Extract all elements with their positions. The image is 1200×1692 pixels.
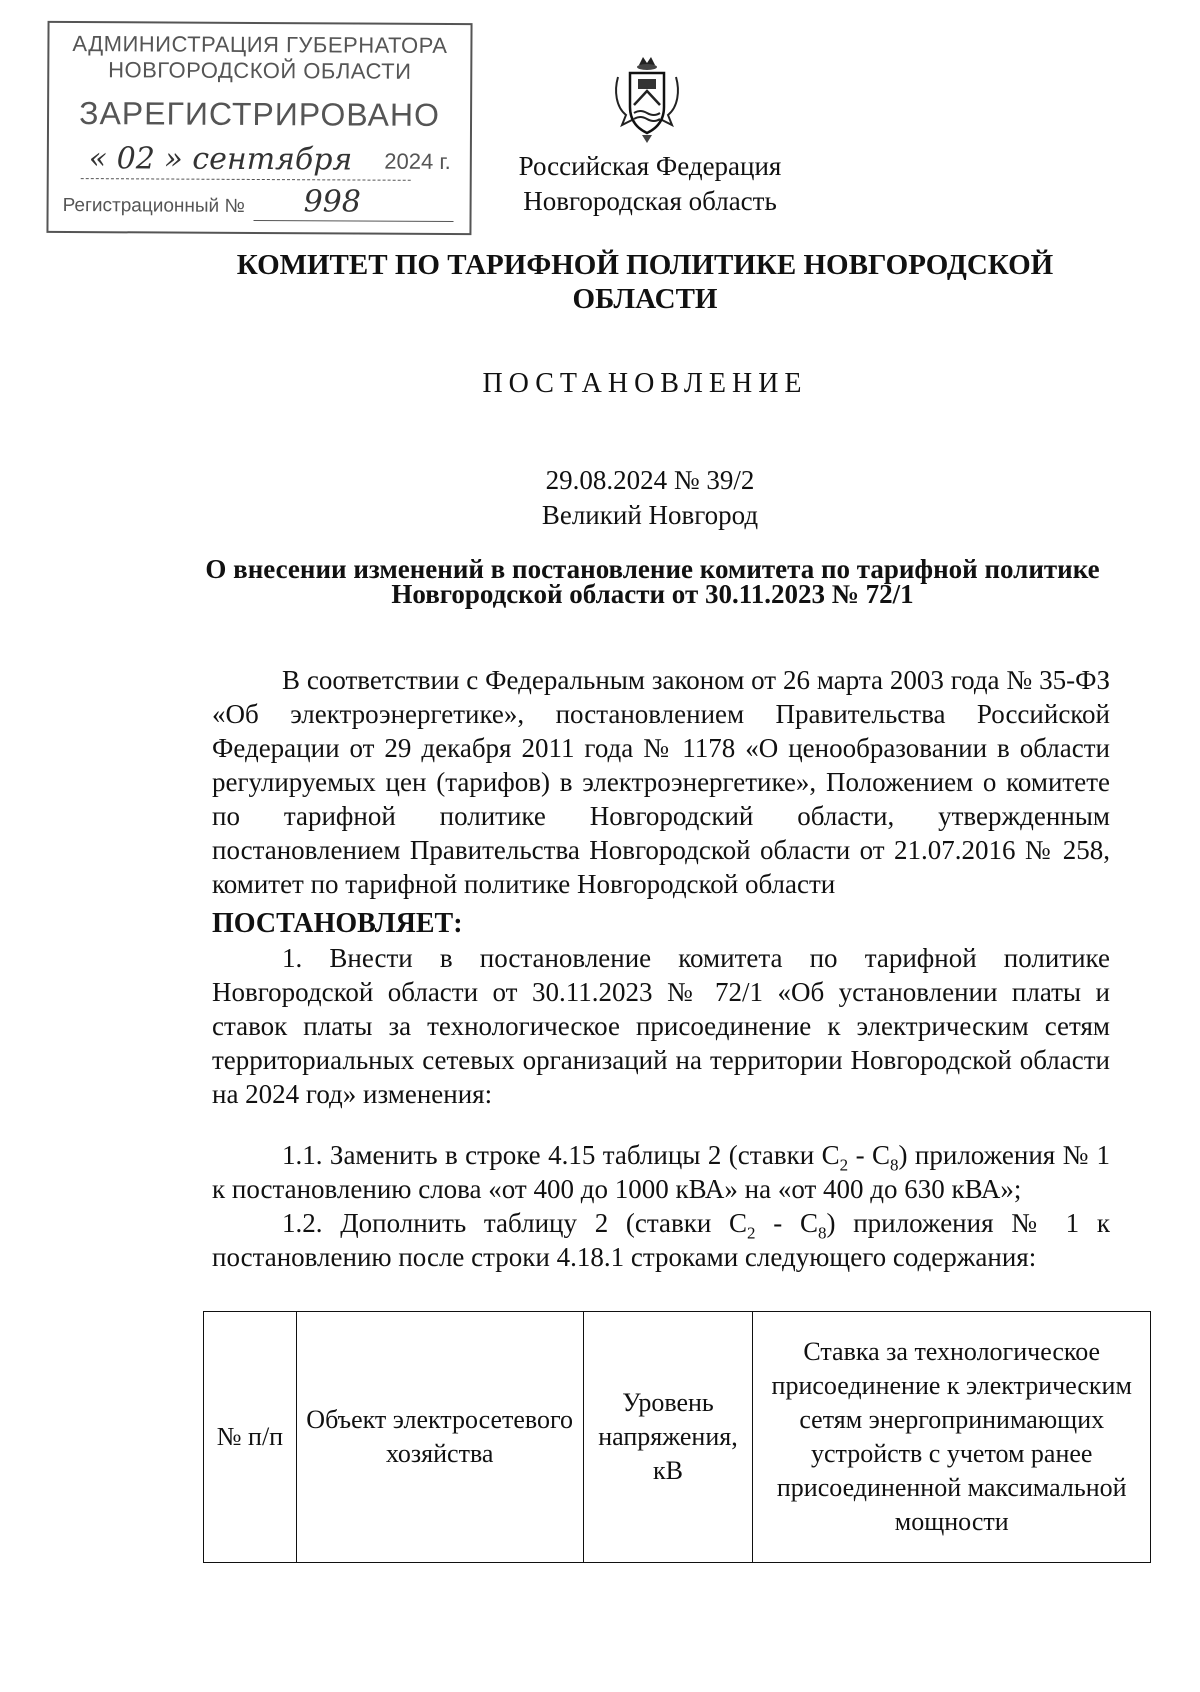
table-header-row <box>204 1312 1151 1563</box>
committee-title: КОМИТЕТ ПО ТАРИФНОЙ ПОЛИТИКЕ НОВГОРОДСКОЙ ОБЛАСТИ <box>236 249 1054 315</box>
preamble-paragraph: В соответствии с Федеральным законом от 26 марта 2003 года № 35-ФЗ «Об электроэнергетике», постановлением Правительства Российской Федерации от 29 декабря 2011 года № 1178 «О ценообразовании в области регулируемых цен (тарифов) в электроэнергетике», Положением о комитете по тарифной политике Новгородский области, утвержденным постановлением Правительства Новгородской области от 21.07.2016 № 258, комитет по тарифной политике Новгородской области <box>212 665 1110 899</box>
stamp-handwritten-date: « 02 » сентября <box>88 141 353 178</box>
item-1-2-sub-b: 8 <box>817 1223 827 1243</box>
document-city: Великий Новгород <box>541 500 759 530</box>
item-1-1-text-c: ) приложения № 1 к постановлению слова «от 400 до 1000 кВА» на «от 400 до 630 кВА»; <box>212 1140 1111 1204</box>
stamp-reg-number-line <box>254 220 454 222</box>
stamp-date-underline <box>81 178 411 181</box>
stamp-registered: ЗАРЕГИСТРИРОВАНО <box>79 95 441 133</box>
coat-of-arms-icon <box>612 55 682 145</box>
item-1-1-sub-a: 2 <box>839 1155 849 1175</box>
registration-stamp <box>46 21 472 235</box>
item-1-paragraph: 1. Внести в постановление комитета по тарифной политике Новгородской области от 30.11.2023 № 72/1 «Об установлении платы и ставок платы за технологическое присоединение к электрическим сетям территориальных сетевых организаций на территории Новгородской области на 2024 год» изменения: <box>212 943 1110 1109</box>
table-header-rate: Ставка за технологическое присоединение к электрическим сетям энергопринимающих устройств с учетом ранее присоединенной максимальной мощности <box>753 1312 1151 1563</box>
document-date-number: 29.08.2024 № 39/2 <box>545 465 755 495</box>
item-1-1-sub-b: 8 <box>890 1155 899 1175</box>
stamp-year: 2024 г. <box>384 148 451 175</box>
item-1-2-text-a: 1.2. Дополнить таблицу 2 (ставки С <box>282 1208 748 1238</box>
decree-heading: ПОСТАНОВЛЯЕТ: <box>212 908 463 939</box>
item-1-2-text-c: ) приложения № 1 к постановлению после строки 4.18.1 строками следующего содержания: <box>212 1208 1110 1272</box>
stamp-date-row <box>81 143 451 185</box>
table-header-voltage: Уровень напряжения, кВ <box>583 1312 753 1563</box>
item-1-2-text-b: - С <box>755 1208 818 1238</box>
item-1-2-paragraph <box>212 1206 1110 1274</box>
document-type: ПОСТАНОВЛЕНИЕ <box>482 368 808 399</box>
region-name: Новгородская область <box>523 186 777 216</box>
table-header-object: Объект электросетевого хозяйства <box>296 1312 583 1563</box>
document-subject: О внесении изменений в постановление комитета по тарифной политике Новгородской области от 30.11.2023 № 72/1 <box>205 554 1100 609</box>
item-1-1-text-b: - С <box>848 1140 890 1170</box>
stamp-reg-number: 998 <box>303 184 361 220</box>
item-1-1-text-a: 1.1. Заменить в строке 4.15 таблицы 2 (ставки С <box>282 1140 840 1170</box>
item-1-1-paragraph <box>212 1138 1110 1206</box>
stamp-reg-number-label: Регистрационный № <box>62 194 245 217</box>
stamp-line1: АДМИНИСТРАЦИЯ ГУБЕРНАТОРА <box>72 31 448 58</box>
rates-table <box>203 1311 1151 1563</box>
table-header-number: № п/п <box>204 1312 297 1563</box>
stamp-line2: НОВГОРОДСКОЙ ОБЛАСТИ <box>108 57 412 84</box>
country-name: Российская Федерация <box>518 151 782 181</box>
item-1-2-sub-a: 2 <box>747 1223 756 1243</box>
